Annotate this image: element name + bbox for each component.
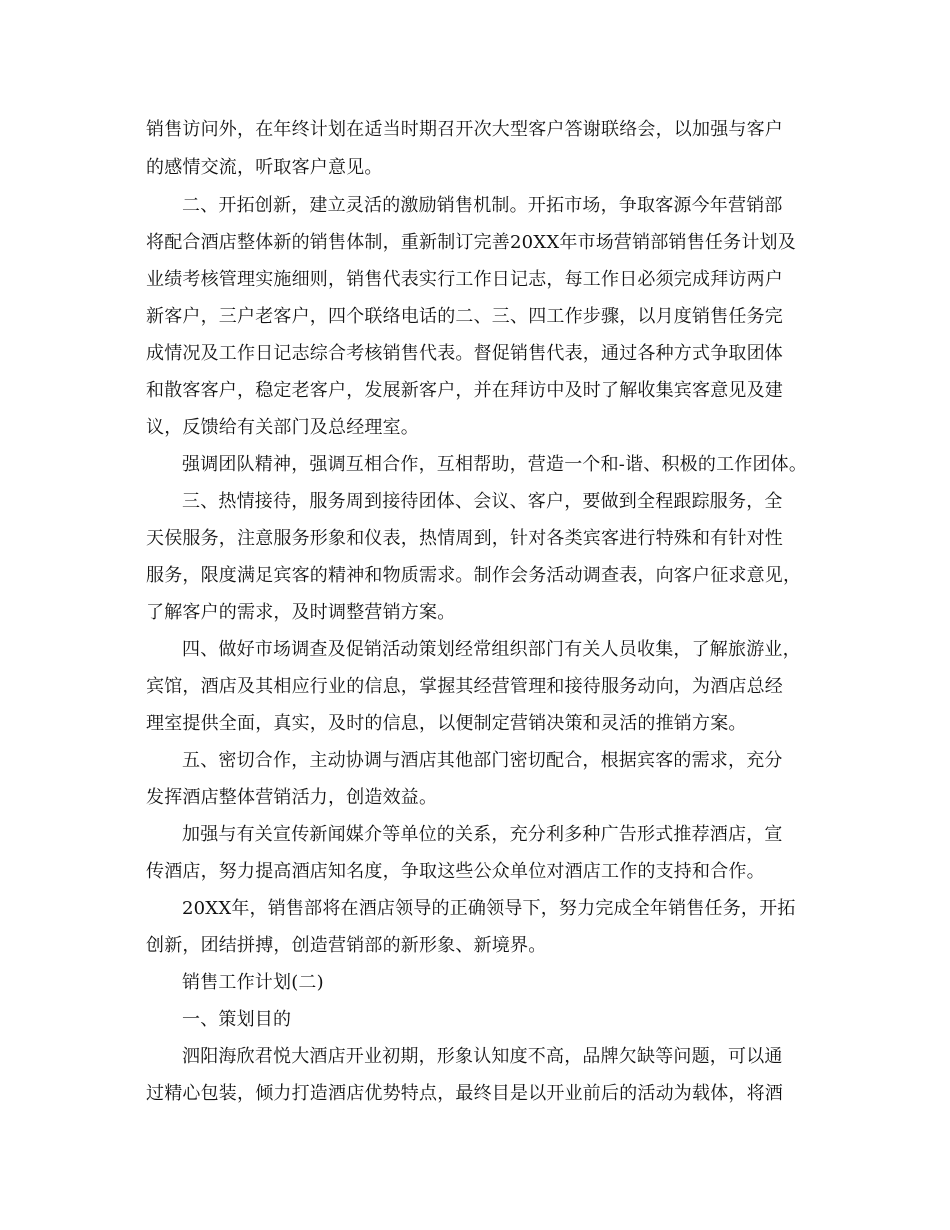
paragraph-line: 服务，限度满足宾客的精神和物质需求。制作会务活动调查表，向客户征求意见， [146,565,802,586]
paragraph-line: 发挥酒店整体营销活力，创造效益。 [146,787,438,808]
paragraph-line: 销售访问外，在年终计划在适当时期召开次大型客户答谢联络会，以加强与客户 [146,119,783,140]
paragraph-line: 了解客户的需求，及时调整营销方案。 [146,602,456,623]
section-heading: 销售工作计划(二) [182,972,324,993]
paragraph-line: 新客户，三户老客户，四个联络电话的二、三、四工作步骤，以月度销售任务完 [146,306,783,327]
paragraph-line: 强调团队精神，强调互相合作，互相帮助，营造一个和-谐、积极的工作团体。 [182,454,808,475]
paragraph-line: 理室提供全面，真实，及时的信息，以便制定营销决策和灵活的推销方案。 [146,713,747,734]
paragraph-line: 泗阳海欣君悦大酒店开业初期，形象认知度不高，品牌欠缺等问题，可以通 [182,1046,783,1067]
paragraph-line: 加强与有关宣传新闻媒介等单位的关系，充分利多种广告形式推荐酒店，宣 [182,824,783,845]
paragraph-line: 成情况及工作日记志综合考核销售代表。督促销售代表，通过各种方式争取团体 [146,343,783,364]
paragraph-line: 创新，团结拼搏，创造营销部的新形象、新境界。 [146,935,547,956]
subsection-heading: 一、策划目的 [182,1009,292,1030]
paragraph-line: 议，反馈给有关部门及总经理室。 [146,417,419,438]
paragraph-line: 天侯服务，注意服务形象和仪表，热情周到，针对各类宾客进行特殊和有针对性 [146,528,783,549]
paragraph-line: 业绩考核管理实施细则，销售代表实行工作日记志，每工作日必须完成拜访两户 [146,269,783,290]
paragraph-line: 三、热情接待，服务周到接待团体、会议、客户，要做到全程跟踪服务，全 [182,491,783,512]
paragraph-line: 传酒店，努力提高酒店知名度，争取这些公众单位对酒店工作的支持和合作。 [146,861,765,882]
paragraph-line: 二、开拓创新，建立灵活的激励销售机制。开拓市场，争取客源今年营销部 [182,195,783,216]
paragraph-line: 将配合酒店整体新的销售体制，重新制订完善20XX年市场营销部销售任务计划及 [146,232,796,253]
paragraph-line: 和散客客户，稳定老客户，发展新客户，并在拜访中及时了解收集宾客意见及建 [146,380,783,401]
paragraph-line: 五、密切合作，主动协调与酒店其他部门密切配合，根据宾客的需求，充分 [182,750,783,771]
paragraph-line: 20XX年，销售部将在酒店领导的正确领导下，努力完成全年销售任务，开拓 [182,898,796,919]
paragraph-line: 四、做好市场调查及促销活动策划经常组织部门有关人员收集，了解旅游业， [182,639,801,660]
paragraph-line: 宾馆，酒店及其相应行业的信息，掌握其经营管理和接待服务动向，为酒店总经 [146,676,783,697]
paragraph-line: 过精心包装，倾力打造酒店优势特点，最终目是以开业前后的活动为载体，将酒 [146,1083,783,1104]
paragraph-line: 的感情交流，听取客户意见。 [146,157,383,178]
